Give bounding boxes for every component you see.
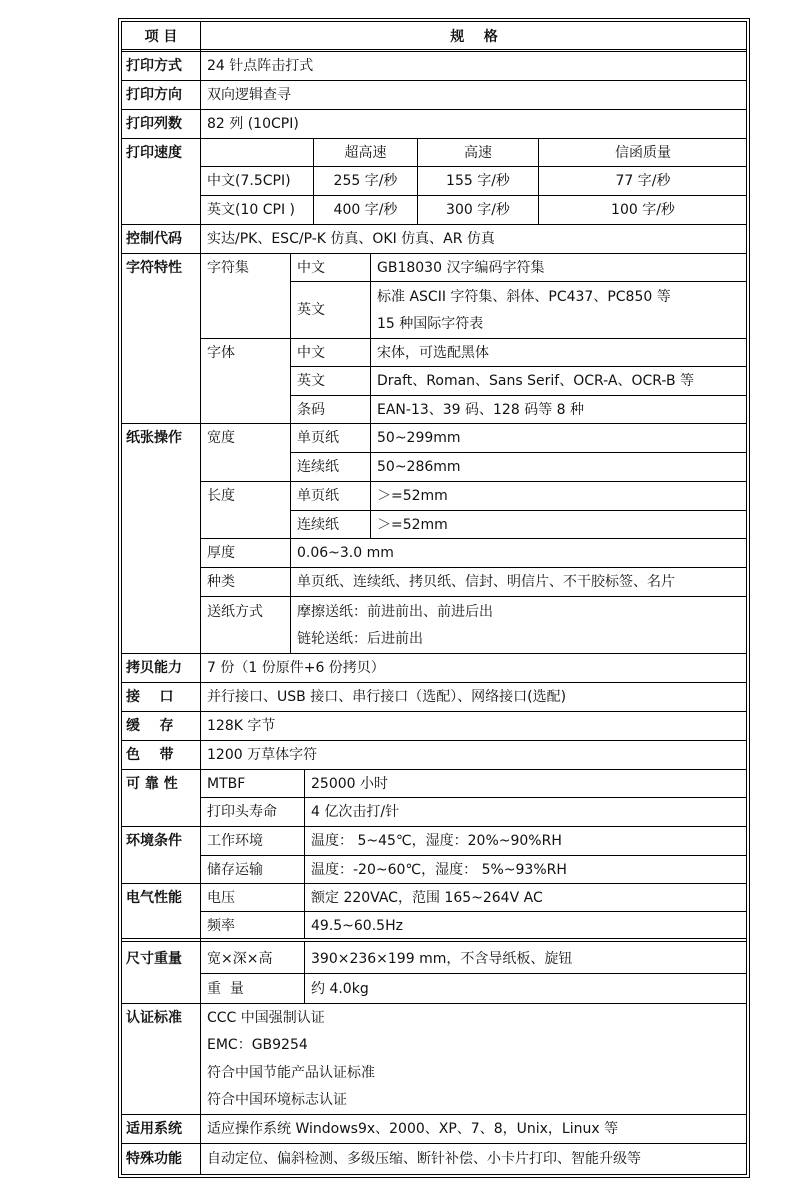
feed-label: 送纸方式 — [207, 604, 263, 620]
thickness-value: 0.06~3.0 mm — [297, 545, 394, 561]
print-direction-value: 双向逻辑查寻 — [207, 87, 291, 103]
width-single-label: 单页纸 — [297, 430, 339, 446]
speed-zh-high: 155 字/秒 — [446, 173, 510, 189]
font-zh-label: 中文 — [297, 345, 325, 361]
length-cont-label: 连续纸 — [297, 517, 339, 533]
special-label: 特殊功能 — [126, 1151, 182, 1167]
freq-label: 频率 — [207, 918, 235, 934]
print-direction-label: 打印方向 — [126, 87, 182, 103]
font-en-value: Draft、Roman、Sans Serif、OCR-A、OCR-B 等 — [377, 373, 695, 389]
dims-value: 390×236×199 mm，不含导纸板、旋钮 — [311, 951, 573, 967]
speed-zh-ultra: 255 字/秒 — [333, 173, 398, 189]
print-method-label: 打印方式 — [126, 58, 182, 74]
speed-header-ultra: 超高速 — [344, 145, 387, 161]
env-storage-label: 储存运输 — [207, 862, 263, 878]
font-label: 字体 — [207, 345, 235, 361]
control-code-value: 实达/PK、ESC/P-K 仿真、OKI 仿真、AR 仿真 — [207, 231, 495, 247]
freq-value: 49.5~60.5Hz — [311, 918, 403, 934]
speed-en-ultra: 400 字/秒 — [333, 202, 398, 218]
voltage-value: 额定 220VAC，范围 165~264V AC — [311, 890, 543, 906]
print-columns-value: 82 列 (10CPI) — [207, 116, 299, 132]
interface-value: 并行接口、USB 接口、串行接口（选配）、网络接口(选配) — [207, 689, 567, 705]
ribbon-label: 色 带 — [126, 747, 174, 763]
barcode-label: 条码 — [297, 402, 325, 418]
paper-label: 纸张操作 — [126, 430, 182, 446]
charset-zh-value: GB18030 汉字编码字符集 — [377, 260, 545, 276]
length-single-value: ＞=52mm — [377, 488, 448, 504]
char-features-label: 字符特性 — [126, 260, 182, 276]
header-item: 项 目 — [144, 29, 178, 45]
head-life-value: 4 亿次击打/针 — [311, 804, 400, 820]
charset-en-line1: 标准 ASCII 字符集、斜体、PC437、PC850 等 — [377, 289, 671, 305]
copy-label: 拷贝能力 — [126, 660, 182, 676]
speed-header-letter: 信函质量 — [615, 145, 671, 161]
charset-en-line2: 15 种国际字符表 — [377, 316, 484, 332]
buffer-value: 128K 字节 — [207, 718, 276, 734]
cert-line-1: CCC 中国强制认证 — [207, 1010, 325, 1026]
print-columns-label: 打印列数 — [126, 116, 182, 132]
special-value: 自动定位、偏斜检测、多级压缩、断针补偿、小卡片打印、智能升级等 — [207, 1151, 641, 1167]
length-single-label: 单页纸 — [297, 488, 339, 504]
thickness-label: 厚度 — [207, 545, 235, 561]
header-spec: 规 格 — [450, 29, 498, 45]
speed-row-zh-name: 中文(7.5CPI) — [207, 173, 291, 189]
cert-line-2: EMC：GB9254 — [207, 1037, 308, 1053]
feed-line1: 摩擦送纸：前进前出、前进后出 — [297, 604, 493, 620]
table-grid-lines — [118, 18, 750, 1178]
paper-types-label: 种类 — [207, 574, 235, 590]
width-single-value: 50~299mm — [377, 430, 461, 446]
cert-line-4: 符合中国环境标志认证 — [207, 1092, 347, 1108]
ribbon-value: 1200 万草体字符 — [207, 747, 318, 763]
charset-zh-label: 中文 — [297, 260, 325, 276]
size-weight-label: 尺寸重量 — [126, 951, 182, 967]
electrical-label: 电气性能 — [126, 890, 182, 906]
font-en-label: 英文 — [297, 373, 325, 389]
print-speed-label: 打印速度 — [126, 145, 182, 161]
copy-value: 7 份（1 份原件+6 份拷贝） — [207, 660, 385, 676]
environment-label: 环境条件 — [126, 833, 182, 849]
weight-label: 重 量 — [207, 981, 244, 997]
env-storage-value: 温度：-20~60℃，湿度： 5%~93%RH — [311, 862, 567, 878]
voltage-label: 电压 — [207, 890, 235, 906]
paper-width-label: 宽度 — [207, 430, 235, 446]
head-life-label: 打印头寿命 — [207, 804, 277, 820]
env-work-label: 工作环境 — [207, 833, 263, 849]
control-code-label: 控制代码 — [126, 231, 182, 247]
spec-table — [118, 18, 750, 1178]
charset-en-label: 英文 — [297, 302, 325, 318]
mtbf-label: MTBF — [207, 776, 246, 792]
os-label: 适用系统 — [126, 1121, 182, 1137]
charset-label: 字符集 — [207, 260, 249, 276]
print-method-value: 24 针点阵击打式 — [207, 58, 314, 74]
barcode-value: EAN-13、39 码、128 码等 8 种 — [377, 402, 585, 418]
speed-row-en-name: 英文(10 CPI ) — [207, 202, 295, 218]
env-work-value: 温度： 5~45℃，湿度：20%~90%RH — [311, 833, 562, 849]
paper-types-value: 单页纸、连续纸、拷贝纸、信封、明信片、不干胶标签、名片 — [297, 574, 675, 590]
mtbf-value: 25000 小时 — [311, 776, 388, 792]
speed-header-high: 高速 — [464, 145, 492, 161]
font-zh-value: 宋体，可选配黑体 — [377, 345, 489, 361]
feed-line2: 链轮送纸：后进前出 — [297, 631, 423, 647]
speed-zh-letter: 77 字/秒 — [615, 173, 671, 189]
weight-value: 约 4.0kg — [311, 981, 369, 997]
speed-en-high: 300 字/秒 — [446, 202, 510, 218]
os-value: 适应操作系统 Windows9x、2000、XP、7、8，Unix，Linux 等 — [207, 1121, 619, 1137]
cert-line-3: 符合中国节能产品认证标准 — [207, 1065, 375, 1081]
paper-length-label: 长度 — [207, 488, 235, 504]
reliability-label: 可 靠 性 — [126, 776, 178, 792]
interface-label: 接 口 — [126, 689, 174, 705]
speed-en-letter: 100 字/秒 — [611, 202, 675, 218]
dims-label: 宽×深×高 — [207, 951, 273, 967]
length-cont-value: ＞=52mm — [377, 517, 448, 533]
width-cont-value: 50~286mm — [377, 459, 461, 475]
width-cont-label: 连续纸 — [297, 459, 339, 475]
buffer-label: 缓 存 — [126, 718, 174, 734]
cert-label: 认证标准 — [126, 1010, 182, 1026]
